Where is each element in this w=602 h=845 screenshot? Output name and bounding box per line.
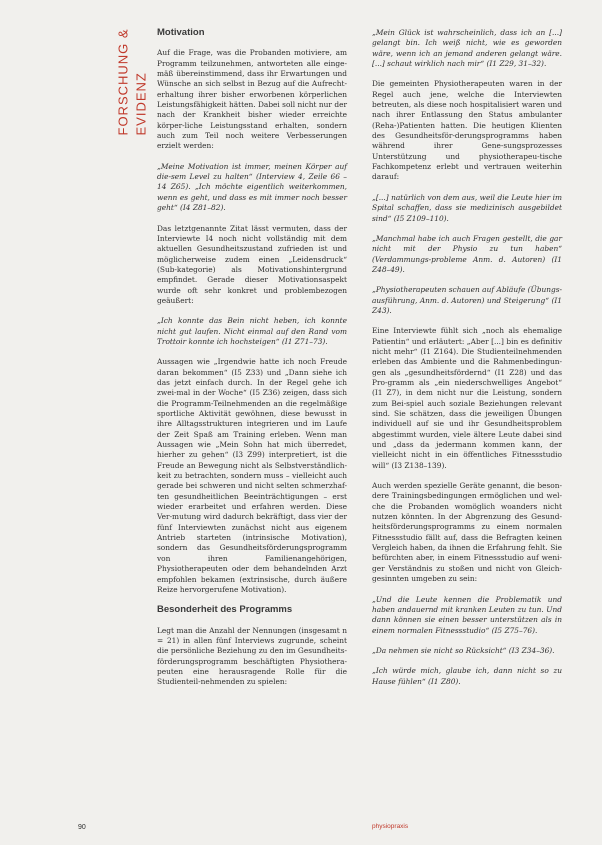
quote: „[...] natürlich von dem aus, weil die Leute hier im Spital schaffen, dass sie medizinisch ausgebildet sind“ (I5 Z109–110). (372, 192, 562, 223)
section-label (108, 18, 149, 148)
heading-motivation: Motivation (157, 27, 205, 38)
heading-program-feature: Besonderheit des Programms (157, 604, 293, 616)
paragraph: Eine Interviewte fühlt sich „noch als ehemalige Patientin“ und erläutert: „Aber [...] bin es definitiv nicht mehr“ (I1 Z164). Die Studienteilnehmenden erleben das Ambiente und die Rahmenbedingun-gen als „gesundheitsfördernd“ (I1 Z28) und das Pro-gramm als „ein niederschwelliges Angebot“ (I1 Z7), in dem nicht nur die Leistung, sondern zum Bei-spiel auch soziale Beziehungen relevant sind. Sie schätzen, dass die jeweiligen Übungen individuell auf sie und ihr Gesundheitsproblem abgestimmt wurden, viele ältere Leute dabei sind und „dass da jedermann kommen kann, der vielleicht nicht in ein öffentliches Fitnessstudio will“ (I3 Z138–139). (372, 326, 562, 470)
right-column (372, 28, 562, 697)
quote: „Mein Glück ist wahrscheinlich, dass ich an [...] gelangt bin. Ich weiß nicht, wie es geworden wäre, wenn ich an jemand anderen gelangt wäre. [...] schaut wirklich nach mir“ (I1 Z29, 31–32). (372, 28, 562, 69)
paragraph: Die gemeinten Physiotherapeuten waren in der Regel auch jene, welche die Interviewten betreuten, als diese noch hospitalisiert waren und nach ihrer Entlassung den Status ambulanter (Reha-)Patienten hatten. Die heutigen Klienten des Gesundheitsför-derungsprogramms haben während ihrer Gene-sungsprozesses Unterstützung und physiotherapeu-tische Fachkompetenz erlebt und vertrauen weiterhin darauf: (372, 79, 562, 182)
quote: „Ich würde mich, glaube ich, dann nicht so zu Hause fühlen“ (I1 Z80). (372, 666, 562, 686)
running-footer: physiopraxis (372, 823, 409, 830)
quote: „Da nehmen sie nicht so Rücksicht“ (I3 Z34–36). (372, 645, 555, 655)
section-label-line1: FORSCHUNG & (115, 28, 131, 136)
quote: „Physiotherapeuten schauen auf Abläufe (Übungs-ausführung, Anm. d. Autoren) und Steigerung“ (I1 Z43). (372, 285, 562, 315)
quote: „Manchmal habe ich auch Fragen gestellt, die gar nicht mit der Physio zu tun haben“ (Verdammungs-probleme Anm. d. Autoren) (I1 Z48–49). (372, 233, 562, 274)
page-number: 90 (78, 824, 86, 831)
paragraph: Legt man die Anzahl der Nennungen (insgesamt n = 21) in allen fünf Interviews zugrunde, scheint die persönliche Beziehung zu den im Gesundheits-förderungsprogramm beschäftigten Physiothera-peuten eine herausragende Rolle für die Studienteil-nehmenden zu spielen: (157, 625, 347, 687)
paragraph: Aussagen wie „Irgendwie hatte ich noch Freude daran bekommen“ (I5 Z33) und „Dann siehe ich das jetzt einfach durch. In der Regel gehe ich zwei-mal in der Woche“ (I5 Z36) zeigen, dass sich die Programm-Teilnehmenden an die regelmäßige sportliche Aktivität gewöhnen, diese bewusst in ihre Alltagsstrukturen integrieren und im Laufe der Zeit Spaß am Training erleben. Wenn man Aussagen wie „Mein Sohn hat mich überredet, hierher zu gehen“ (I3 Z99) interpretiert, ist die Freude an Bewegung nicht als Selbstverständlich-keit zu betrachten, sondern muss – vielleicht auch gerade bei schweren und nicht selten schmerzhaf-ten gesundheitlichen Beeinträchtigungen – erst wieder erarbeitet und erfahren werden. Diese Ver-mutung wird dadurch bekräftigt, dass vier der fünf Interviewten zunächst nicht aus eigenem Antrieb starteten (intrinsische Motivation), sondern das Gesundheitsförderungsprogramm von ihren Familienangehörigen, Physiotherapeuten oder dem behandelnden Arzt empfohlen bekamen (extrinsische, durch äußere Reize hervorgerufene Motivation). (157, 357, 347, 594)
paragraph: Auf die Frage, was die Probanden motiviere, am Programm teilzunehmen, antworteten alle einge-mäß übereinstimmend, dass ihr Erwartungen und Wünsche an sich selbst in Bezug auf die Aufrecht-erhaltung ihrer bisher erworbenen körperlichen Leistungsfähigkeit hätten. Dabei soll nicht nur der nach der Krankheit bisher wieder erreichte körper-liche Leistungsstand erhalten, sondern auch zum Teil noch weitere Verbesserungen erzielt werden: (157, 48, 347, 151)
paragraph: Das letztgenannte Zitat lässt vermuten, dass der Interviewte I4 noch nicht vollständig mit dem aktuellen Gesundheitszustand zufrieden ist und möglicherweise zudem einen „Leidensdruck“ (Sub-kategorie) als Motivationshintergrund empfindet. Gerade dieser Motivationsaspekt wurde oft sehr konkret und problembezogen geäußert: (157, 223, 347, 305)
left-column (157, 28, 347, 698)
paragraph: Auch werden spezielle Geräte genannt, die beson-dere Trainingsbedingungen ermöglichen und wel-che die Probanden womöglich woanders nicht nutzen könnten. In der Abgrenzung des Gesund-heitsförderungsprogramms zu einem normalen Fitnessstudio fällt auf, dass die Befragten keinen Vergleich haben, da ihnen die Erfahrung fehlt. Sie befürchten aber, in einem Fitnessstudio auf weni-ger Verständnis zu stoßen und nicht von Gleich-gesinnten umgeben zu sein: (372, 481, 562, 584)
section-label-line2: EVIDENZ (133, 72, 149, 136)
quote: „Und die Leute kennen die Problematik und haben andauernd mit kranken Leuten zu tun. Und dann können sie einen besser unterstützen als in einem normalen Fitnessstudio“ (I5 Z75–76). (372, 594, 562, 635)
quote: „Meine Motivation ist immer, meinen Körper auf die-sem Level zu halten“ (Interview 4, Zeile 66 – 14 Z65). „Ich möchte eigentlich weiterkommen, wenn es geht, und dass es mit immer noch besser geht“ (I4 Z81–82). (157, 161, 347, 213)
quote: „Ich konnte das Bein nicht heben, ich konnte nicht gut laufen. Nicht einmal auf den Rand vom Trottoir konnte ich hochsteigen“ (I1 Z71–73). (157, 316, 347, 346)
